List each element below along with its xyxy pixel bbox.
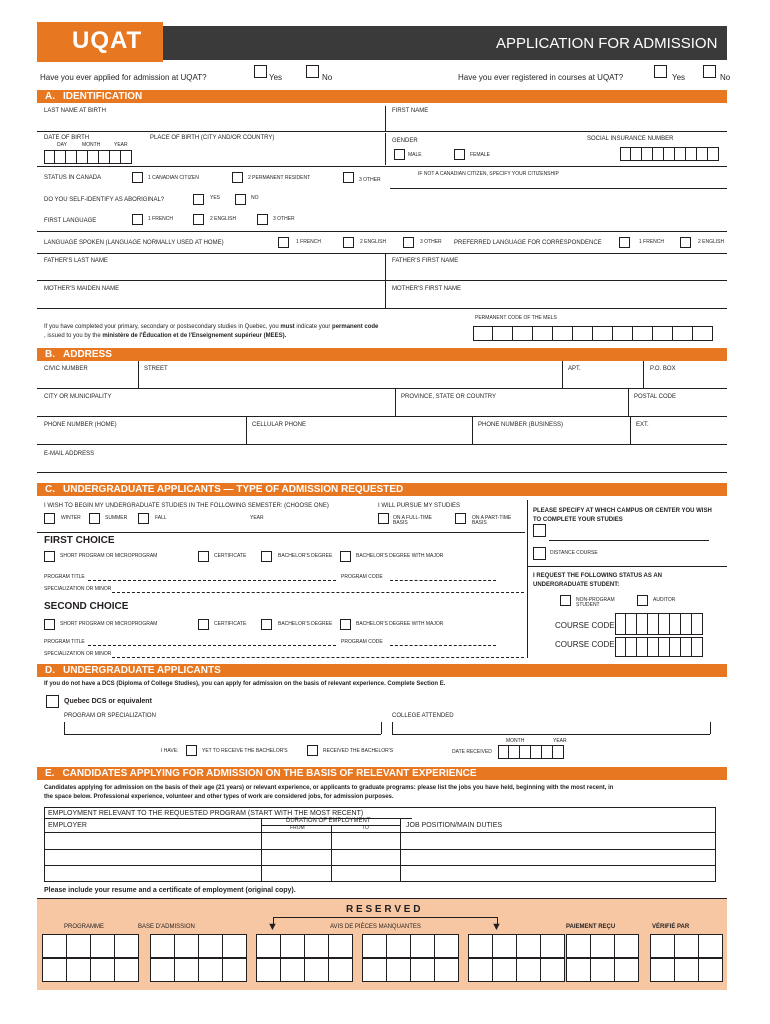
campus-checkbox[interactable] — [533, 524, 546, 537]
fc-bach-checkbox[interactable] — [261, 551, 272, 562]
phone-home-label: PHONE NUMBER (HOME) — [44, 422, 117, 428]
section-e-note-1: Candidates applying for admission on the basis of their age (21 years) or relevant experience, or applicants to graduate programs: please list the jobs you have held, beginning with the most recent, in — [44, 785, 614, 791]
resume-note: Please include your resume and a certificate of employment (original copy). — [44, 887, 296, 894]
registered-yes-label: Yes — [672, 73, 686, 82]
sc-cert-checkbox[interactable] — [198, 619, 209, 630]
semester-question: I WISH TO BEGIN MY UNDERGRADUATE STUDIES IN THE FOLLOWING SEMESTER: (CHOOSE ONE) — [44, 503, 329, 509]
part-time-checkbox[interactable] — [455, 513, 466, 524]
logo: UQAT — [72, 27, 143, 54]
applied-yes-label: Yes — [269, 73, 283, 82]
sc-bach-major-checkbox[interactable] — [340, 619, 351, 630]
status-other-checkbox[interactable] — [343, 172, 354, 183]
reserved-cell[interactable] — [410, 934, 435, 958]
sc-short-checkbox[interactable] — [44, 619, 55, 630]
reserved-cell[interactable] — [566, 958, 591, 982]
aboriginal-label: DO YOU SELF-IDENTIFY AS ABORIGINAL? — [44, 197, 165, 203]
distance-course-checkbox[interactable] — [533, 547, 546, 560]
reserved-cell[interactable] — [174, 958, 199, 982]
applied-no-checkbox[interactable] — [306, 65, 319, 78]
reserved-cell[interactable] — [150, 958, 175, 982]
reserved-cell[interactable] — [614, 934, 639, 958]
dob-cells[interactable] — [44, 150, 132, 164]
father-last-label: FATHER'S LAST NAME — [44, 258, 108, 264]
reserved-cell[interactable] — [614, 958, 639, 982]
reserved-cell[interactable] — [386, 958, 411, 982]
yet-to-receive-checkbox[interactable] — [186, 745, 197, 756]
pob-label: PLACE OF BIRTH (CITY AND/OR COUNTRY) — [150, 135, 275, 141]
reserved-cell[interactable] — [698, 934, 723, 958]
course-code-1-label: COURSE CODE: — [555, 621, 617, 630]
reserved-cell[interactable] — [590, 958, 615, 982]
reserved-cell[interactable] — [304, 934, 329, 958]
first-lang-other-checkbox[interactable] — [257, 214, 268, 225]
registered-question: Have you ever registered in courses at UQAT? — [458, 73, 624, 82]
fall-checkbox[interactable] — [138, 513, 149, 524]
first-lang-english-checkbox[interactable] — [193, 214, 204, 225]
civic-label: CIVIC NUMBER — [44, 366, 88, 372]
received-checkbox[interactable] — [307, 745, 318, 756]
mother-first-label: MOTHER'S FIRST NAME — [392, 286, 462, 292]
reserved-cell[interactable] — [150, 934, 175, 958]
lang-spoken-label: LANGUAGE SPOKEN (LANGUAGE NORMALLY USED AT HOME) — [44, 240, 224, 246]
reserved-cell[interactable] — [674, 934, 699, 958]
reserved-title: R E S E R V E D — [346, 904, 421, 915]
fc-bach-major-checkbox[interactable] — [340, 551, 351, 562]
street-label: STREET — [144, 366, 168, 372]
section-e-note-2: the space below. Professional experience, volunteer and other types of work are considered jobs, for admission purposes. — [44, 794, 394, 800]
mother-maiden-label: MOTHER'S MAIDEN NAME — [44, 286, 120, 292]
reserved-cell[interactable] — [650, 958, 675, 982]
reserved-cell[interactable] — [222, 934, 247, 958]
dcs-checkbox[interactable] — [46, 695, 59, 708]
reserved-cell[interactable] — [114, 934, 139, 958]
arrow-down-right-icon: ▼ — [491, 921, 502, 933]
section-c-header: C. UNDERGRADUATE APPLICANTS — TYPE OF ADMISSION REQUESTED — [37, 483, 727, 496]
reserved-cell[interactable] — [386, 934, 411, 958]
reserved-cell[interactable] — [198, 958, 223, 982]
reserved-cell[interactable] — [410, 958, 435, 982]
gender-label: GENDER — [392, 138, 418, 144]
reserved-cell[interactable] — [698, 958, 723, 982]
apt-label: APT. — [568, 366, 581, 372]
section-e-header: E. CANDIDATES APPLYING FOR ADMISSION ON THE BASIS OF RELEVANT EXPERIENCE — [37, 767, 727, 780]
reserved-cell[interactable] — [516, 958, 541, 982]
college-label: COLLEGE ATTENDED — [392, 713, 454, 719]
sc-bach-checkbox[interactable] — [261, 619, 272, 630]
registered-no-checkbox[interactable] — [703, 65, 716, 78]
applied-question: Have you ever applied for admission at UQAT? — [40, 73, 207, 82]
status-resident-checkbox[interactable] — [232, 172, 243, 183]
perm-code-label: PERMANENT CODE OF THE MELS — [475, 315, 557, 321]
winter-checkbox[interactable] — [44, 513, 55, 524]
date-received-cells[interactable] — [498, 745, 564, 759]
page-title: APPLICATION FOR ADMISSION — [496, 35, 718, 52]
summer-checkbox[interactable] — [89, 513, 100, 524]
reserved-cell[interactable] — [468, 934, 493, 958]
sin-label: SOCIAL INSURANCE NUMBER — [587, 136, 674, 142]
lang-spoken-french-checkbox[interactable] — [278, 237, 289, 248]
course-code-2-cells[interactable] — [615, 637, 703, 657]
reserved-cell[interactable] — [256, 934, 281, 958]
city-label: CITY OR MUNICIPALITY — [44, 394, 112, 400]
reserved-cell[interactable] — [66, 934, 91, 958]
reserved-cell[interactable] — [434, 934, 459, 958]
first-lang-label: FIRST LANGUAGE — [44, 218, 97, 224]
non-program-checkbox[interactable] — [560, 595, 571, 606]
reserved-cell[interactable] — [362, 934, 387, 958]
citizenship-label: IF NOT A CANADIAN CITIZEN, SPECIFY YOUR CITIZENSHIP — [418, 171, 559, 177]
pursue-label: I WILL PURSUE MY STUDIES — [378, 503, 461, 509]
pref-lang-label: PREFERRED LANGUAGE FOR CORRESPONDENCE — [454, 240, 602, 246]
reserved-cell[interactable] — [42, 958, 67, 982]
reserved-cell[interactable] — [256, 958, 281, 982]
campus-label: PLEASE SPECIFY AT WHICH CAMPUS OR CENTER YOU WISH TO COMPLETE YOUR STUDIES — [533, 508, 712, 523]
prog-spec-label: PROGRAM OR SPECIALIZATION — [64, 713, 156, 719]
ext-label: EXT. — [636, 422, 649, 428]
reserved-cell[interactable] — [492, 958, 517, 982]
reserved-cell[interactable] — [566, 934, 591, 958]
perm-code-note-1: If you have completed your primary, secondary or postsecondary studies in Quebec, you must indicate your permanent code — [44, 324, 379, 330]
reserved-cell[interactable] — [304, 958, 329, 982]
reserved-cell[interactable] — [328, 934, 353, 958]
phone-business-label: PHONE NUMBER (BUSINESS) — [478, 422, 564, 428]
first-name-label: FIRST NAME — [392, 108, 429, 114]
full-time-checkbox[interactable] — [378, 513, 389, 524]
last-name-label: LAST NAME AT BIRTH — [44, 108, 106, 114]
email-label: E-MAIL ADDRESS — [44, 451, 95, 457]
section-a-header: A. IDENTIFICATION — [37, 90, 727, 103]
registered-no-label: No — [720, 73, 731, 82]
registered-yes-checkbox[interactable] — [654, 65, 667, 78]
applied-no-label: No — [322, 73, 333, 82]
reserved-cell[interactable] — [42, 934, 67, 958]
perm-code-cells[interactable] — [473, 326, 713, 341]
reserved-cell[interactable] — [90, 934, 115, 958]
reserved-cell[interactable] — [492, 934, 517, 958]
reserved-cell[interactable] — [174, 934, 199, 958]
reserved-cell[interactable] — [222, 958, 247, 982]
pref-lang-french-checkbox[interactable] — [619, 237, 630, 248]
reserved-cell[interactable] — [280, 934, 305, 958]
postal-label: POSTAL CODE — [634, 394, 677, 400]
status-request-label: I REQUEST THE FOLLOWING STATUS AS AN UNDERGRADUATE STUDENT: — [533, 573, 662, 588]
reserved-cell[interactable] — [280, 958, 305, 982]
reserved-cell[interactable] — [198, 934, 223, 958]
reserved-cell[interactable] — [328, 958, 353, 982]
employment-table-title: EMPLOYMENT RELEVANT TO THE REQUESTED PROGRAM (START WITH THE MOST RECENT) — [48, 810, 364, 817]
course-code-2-label: COURSE CODE: — [555, 640, 617, 649]
aboriginal-yes-checkbox[interactable] — [193, 194, 204, 205]
reserved-cell[interactable] — [434, 958, 459, 982]
section-d-header: D. UNDERGRADUATE APPLICANTS — [37, 664, 727, 677]
status-label: STATUS IN CANADA — [44, 175, 102, 181]
father-first-label: FATHER'S FIRST NAME — [392, 258, 459, 264]
reserved-cell[interactable] — [516, 934, 541, 958]
fc-short-checkbox[interactable] — [44, 551, 55, 562]
female-checkbox[interactable] — [454, 149, 465, 160]
arrow-down-left-icon: ▼ — [267, 921, 278, 933]
first-lang-french-checkbox[interactable] — [132, 214, 143, 225]
reserved-cell[interactable] — [540, 958, 565, 982]
pref-lang-english-checkbox[interactable] — [680, 237, 691, 248]
second-choice-title: SECOND CHOICE — [44, 601, 129, 612]
aboriginal-no-checkbox[interactable] — [235, 194, 246, 205]
auditor-checkbox[interactable] — [637, 595, 648, 606]
sin-cells[interactable] — [620, 147, 719, 161]
reserved-cell[interactable] — [674, 958, 699, 982]
course-code-1-cells[interactable] — [615, 613, 703, 635]
province-label: PROVINCE, STATE OR COUNTRY — [401, 394, 497, 400]
dob-label: DATE OF BIRTH — [44, 135, 90, 141]
section-b-header: B. ADDRESS — [37, 348, 727, 361]
section-d-note: If you do not have a DCS (Diploma of College Studies), you can apply for admission on the basis of relevant experience. Complete Section E. — [44, 681, 446, 687]
fc-cert-checkbox[interactable] — [198, 551, 209, 562]
reserved-cell[interactable] — [540, 934, 565, 958]
applied-yes-checkbox[interactable] — [254, 65, 267, 78]
cell-label: CELLULAR PHONE — [252, 422, 307, 428]
reserved-cell[interactable] — [362, 958, 387, 982]
status-citizen-checkbox[interactable] — [132, 172, 143, 183]
male-checkbox[interactable] — [394, 149, 405, 160]
reserved-cell[interactable] — [114, 958, 139, 982]
reserved-cell[interactable] — [468, 958, 493, 982]
first-choice-title: FIRST CHOICE — [44, 535, 115, 546]
reserved-cell[interactable] — [650, 934, 675, 958]
reserved-cell[interactable] — [66, 958, 91, 982]
lang-spoken-other-checkbox[interactable] — [403, 237, 414, 248]
perm-code-note-2: , issued to you by the ministère de l'Éducation et de l'Enseignement supérieur (MEES). — [44, 333, 287, 339]
reserved-cell[interactable] — [590, 934, 615, 958]
reserved-cell[interactable] — [90, 958, 115, 982]
pobox-label: P.O. BOX — [650, 366, 676, 372]
lang-spoken-english-checkbox[interactable] — [343, 237, 354, 248]
